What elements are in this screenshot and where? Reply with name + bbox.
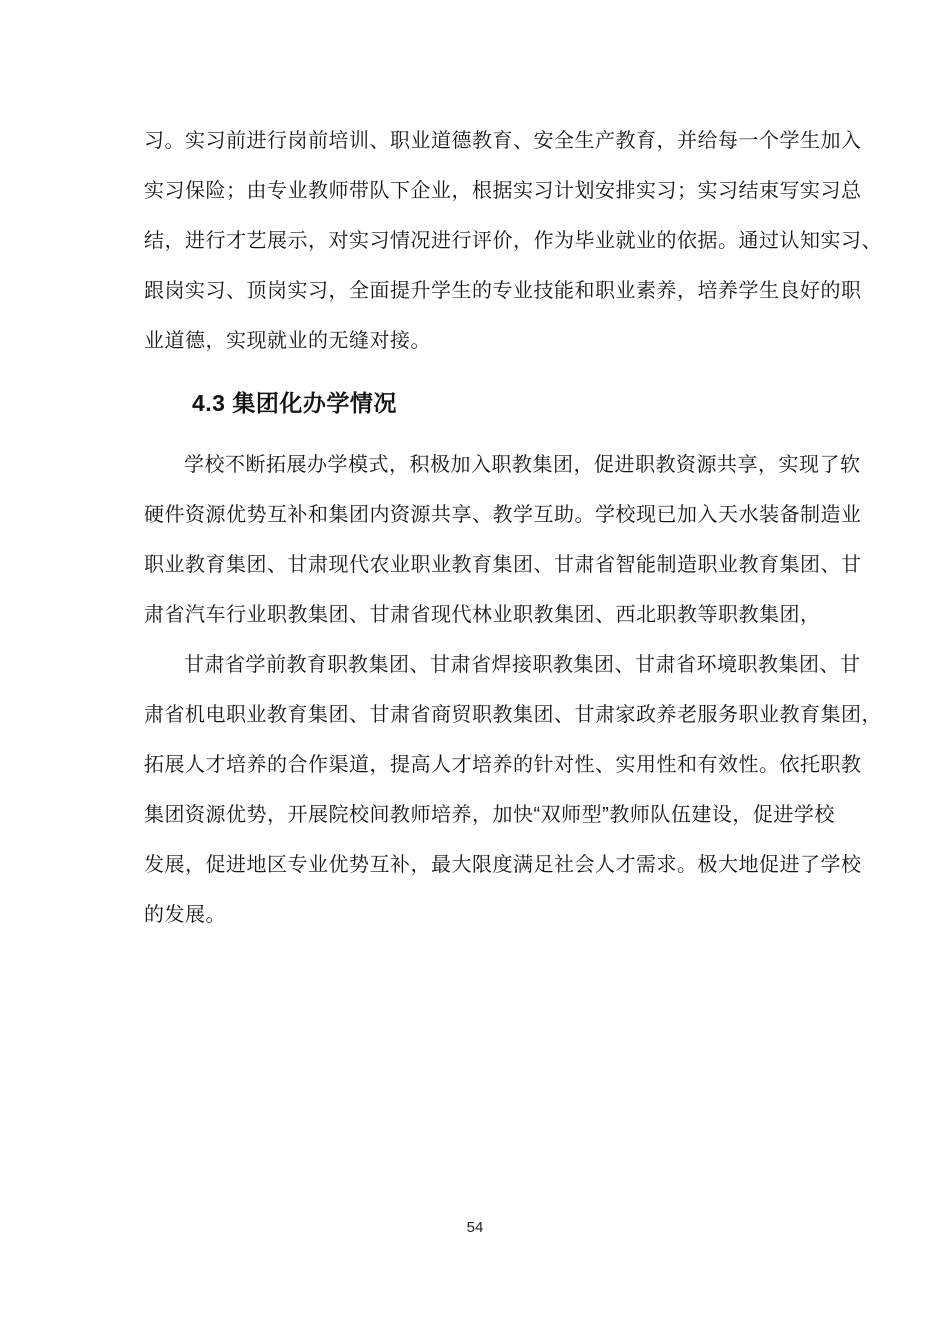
text-line: 肃省汽车行业职教集团、甘肃省现代林业职教集团、西北职教等职教集团， xyxy=(144,604,821,626)
paragraph-internship-continuation xyxy=(144,116,882,366)
text-line: 职业教育集团、甘肃现代农业职业教育集团、甘肃省智能制造职业教育集团、甘 xyxy=(144,554,862,576)
text-line: 发展，促进地区专业优势互补，最大限度满足社会人才需求。极大地促进了学校 xyxy=(144,854,862,876)
text-line: 甘肃省学前教育职教集团、甘肃省焊接职教集团、甘肃省环境职教集团、甘 xyxy=(184,654,861,676)
page-number: 54 xyxy=(466,1219,484,1236)
text-line: 拓展人才培养的合作渠道，提高人才培养的针对性、实用性和有效性。依托职教 xyxy=(144,754,862,776)
text-line: 集团资源优势，开展院校间教师培养，加快“双师型”教师队伍建设，促进学校 xyxy=(144,804,835,826)
text-line: 结，进行才艺展示，对实习情况进行评价，作为毕业就业的依据。通过认知实习、 xyxy=(144,230,882,252)
text-block xyxy=(144,116,882,940)
text-line: 肃省机电职业教育集团、甘肃省商贸职教集团、甘肃家政养老服务职业教育集团， xyxy=(144,704,882,726)
text-line: 业道德，实现就业的无缝对接。 xyxy=(144,330,431,352)
text-line: 跟岗实习、顶岗实习，全面提升学生的专业技能和职业素养，培养学生良好的职 xyxy=(144,280,862,302)
text-line: 习。实习前进行岗前培训、职业道德教育、安全生产教育，并给每一个学生加入 xyxy=(144,130,862,152)
paragraph-group-education-1 xyxy=(144,440,862,640)
text-line: 硬件资源优势互补和集团内资源共享、教学互助。学校现已加入天水装备制造业 xyxy=(144,504,862,526)
section-heading-4-3: 4.3 集团化办学情况 xyxy=(192,390,397,416)
text-line: 学校不断拓展办学模式，积极加入职教集团，促进职教资源共享，实现了软 xyxy=(184,454,861,476)
text-line: 实习保险；由专业教师带队下企业，根据实习计划安排实习；实习结束写实习总 xyxy=(144,180,862,202)
text-line: 的发展。 xyxy=(144,904,226,926)
paragraph-group-education-2 xyxy=(144,640,882,940)
